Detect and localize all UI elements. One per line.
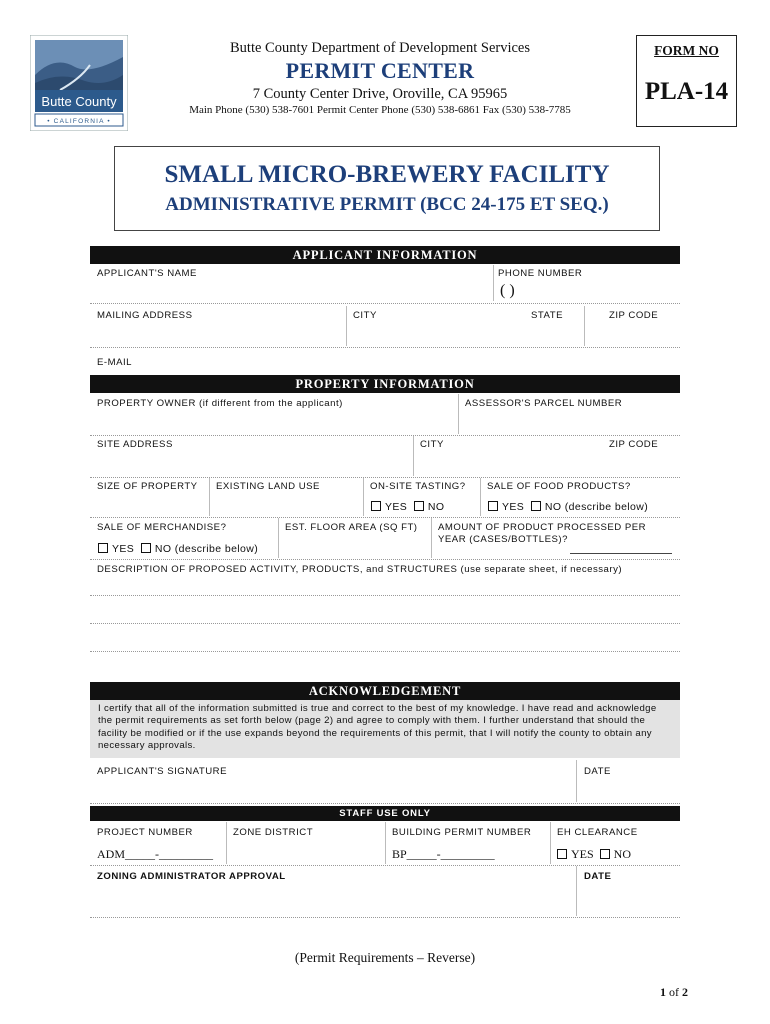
zip-code-label: ZIP CODE: [609, 310, 659, 321]
food-options: [488, 501, 648, 513]
page-number: [660, 985, 688, 1000]
form-no-label: FORM NO: [654, 43, 719, 58]
amount-processed-label-1: AMOUNT OF PRODUCT PROCESSED PER: [438, 522, 647, 533]
divider: [458, 394, 459, 434]
section-acknowledgement: ACKNOWLEDGEMENT: [90, 682, 680, 700]
row-rule: [90, 517, 680, 518]
site-city-label: CITY: [420, 439, 444, 450]
merch-options: [98, 543, 258, 555]
existing-land-use-label: EXISTING LAND USE: [216, 481, 320, 492]
phone-number-field[interactable]: ( ): [500, 282, 515, 299]
sale-of-food-label: SALE OF FOOD PRODUCTS?: [487, 481, 631, 492]
divider: [480, 478, 481, 516]
sale-of-merchandise-label: SALE OF MERCHANDISE?: [97, 522, 227, 533]
form-code: PLA-14: [644, 78, 729, 105]
merch-no-checkbox[interactable]: [141, 543, 151, 553]
tasting-yes-checkbox[interactable]: [371, 501, 381, 511]
divider: [226, 822, 227, 864]
form-title: SMALL MICRO-BREWERY FACILITY: [164, 161, 610, 188]
description-line-2[interactable]: [90, 623, 680, 624]
bp-number-field[interactable]: BP_____-_________: [392, 847, 495, 861]
section-staff-use-only: STAFF USE ONLY: [90, 806, 680, 821]
signature-line[interactable]: [90, 803, 680, 804]
eh-options: [557, 847, 631, 862]
tasting-yes-label: YES: [385, 501, 408, 513]
signature-date-label: DATE: [584, 766, 611, 777]
ack-line-2: the permit requirements as set forth below (page 2) and agree to comply with them. I further understand that should the: [98, 715, 646, 727]
divider: [385, 822, 386, 864]
office-phones: Main Phone (530) 538-7601 Permit Center Phone (530) 538-6861 Fax (530) 538-7785: [189, 104, 571, 116]
divider: [363, 478, 364, 516]
form-subtitle: ADMINISTRATIVE PERMIT (BCC 24-175 ET SEQ.): [165, 194, 609, 215]
eh-no-label: NO: [613, 847, 632, 861]
tasting-options: [371, 501, 444, 513]
phone-number-label: PHONE NUMBER: [498, 268, 583, 279]
approval-date-label: DATE: [584, 871, 612, 882]
site-address-label: SITE ADDRESS: [97, 439, 173, 450]
divider: [550, 822, 551, 864]
floor-area-label: EST. FLOOR AREA (SQ FT): [285, 522, 418, 533]
row-rule: [90, 303, 680, 304]
applicant-name-label: APPLICANT'S NAME: [97, 268, 197, 279]
ack-line-3: facility be modified or if the use expands beyond the requirements of this permit, that I will notify the county to obtain any: [98, 727, 652, 739]
ack-line-4: necessary approvals.: [98, 739, 196, 751]
food-yes-label: YES: [502, 501, 525, 513]
section-applicant-information: APPLICANT INFORMATION: [90, 246, 680, 264]
page-of: of: [666, 985, 682, 999]
eh-yes-label: YES: [571, 847, 594, 861]
divider: [413, 436, 414, 476]
site-zip-label: ZIP CODE: [609, 439, 659, 450]
row-rule: [90, 477, 680, 478]
assessor-parcel-number-label: ASSESSOR'S PARCEL NUMBER: [465, 398, 623, 409]
description-line-3[interactable]: [90, 651, 680, 652]
page-total: 2: [682, 985, 688, 999]
merch-yes-label: YES: [112, 543, 135, 555]
amount-processed-label-2: YEAR (CASES/BOTTLES)?: [438, 534, 568, 545]
department-name: Butte County Department of Development Services: [230, 40, 530, 56]
on-site-tasting-label: ON-SITE TASTING?: [370, 481, 466, 492]
merch-yes-checkbox[interactable]: [98, 543, 108, 553]
property-owner-label: PROPERTY OWNER (if different from the applicant): [97, 398, 343, 409]
divider: [278, 518, 279, 558]
city-label: CITY: [353, 310, 377, 321]
row-rule: [90, 435, 680, 436]
mailing-address-label: MAILING ADDRESS: [97, 310, 193, 321]
food-no-checkbox[interactable]: [531, 501, 541, 511]
food-yes-checkbox[interactable]: [488, 501, 498, 511]
divider: [346, 306, 347, 346]
form-number-box: [636, 35, 737, 127]
state-label: STATE: [531, 310, 563, 321]
logo-text: Butte County: [41, 94, 117, 109]
email-label: E-MAIL: [97, 357, 132, 368]
project-number-label: PROJECT NUMBER: [97, 827, 193, 838]
approval-line[interactable]: [90, 917, 680, 918]
merch-no-label: NO (describe below): [154, 543, 259, 555]
row-rule: [90, 559, 680, 560]
office-address: 7 County Center Drive, Oroville, CA 95965: [252, 86, 508, 102]
description-line-1[interactable]: [90, 595, 680, 596]
row-rule: [90, 347, 680, 348]
page-current: 1: [660, 985, 666, 999]
logo-subtext: • CALIFORNIA •: [47, 118, 111, 125]
adm-number-field[interactable]: ADM_____-_________: [97, 847, 213, 861]
acknowledgement-text: [98, 703, 676, 752]
divider: [584, 306, 585, 346]
description-label: DESCRIPTION OF PROPOSED ACTIVITY, PRODUCTS, and STRUCTURES (use separate sheet, if necessary): [97, 564, 623, 575]
size-of-property-label: SIZE OF PROPERTY: [97, 481, 198, 492]
tasting-no-label: NO: [427, 501, 445, 513]
divider: [576, 866, 577, 916]
permit-center-title: PERMIT CENTER: [285, 58, 475, 83]
form-title-box: [114, 146, 660, 231]
ack-line-1: I certify that all of the information submitted is true and correct to the best of my knowledge. I have read and acknowledge: [98, 703, 657, 714]
amount-processed-line[interactable]: [570, 553, 672, 554]
divider: [576, 760, 577, 802]
tasting-no-checkbox[interactable]: [414, 501, 424, 511]
zoning-approval-label: ZONING ADMINISTRATOR APPROVAL: [97, 871, 286, 882]
divider: [431, 518, 432, 558]
section-property-information: PROPERTY INFORMATION: [90, 375, 680, 393]
county-logo: [30, 35, 128, 131]
divider: [209, 478, 210, 516]
eh-yes-checkbox[interactable]: [557, 849, 567, 859]
divider: [493, 265, 494, 301]
eh-no-checkbox[interactable]: [600, 849, 610, 859]
food-no-label: NO (describe below): [544, 501, 649, 513]
applicant-signature-label: APPLICANT'S SIGNATURE: [97, 766, 227, 777]
building-permit-number-label: BUILDING PERMIT NUMBER: [392, 827, 532, 838]
reverse-note: (Permit Requirements – Reverse): [294, 950, 476, 965]
row-rule: [90, 865, 680, 866]
zone-district-label: ZONE DISTRICT: [233, 827, 314, 838]
eh-clearance-label: EH CLEARANCE: [557, 827, 638, 838]
